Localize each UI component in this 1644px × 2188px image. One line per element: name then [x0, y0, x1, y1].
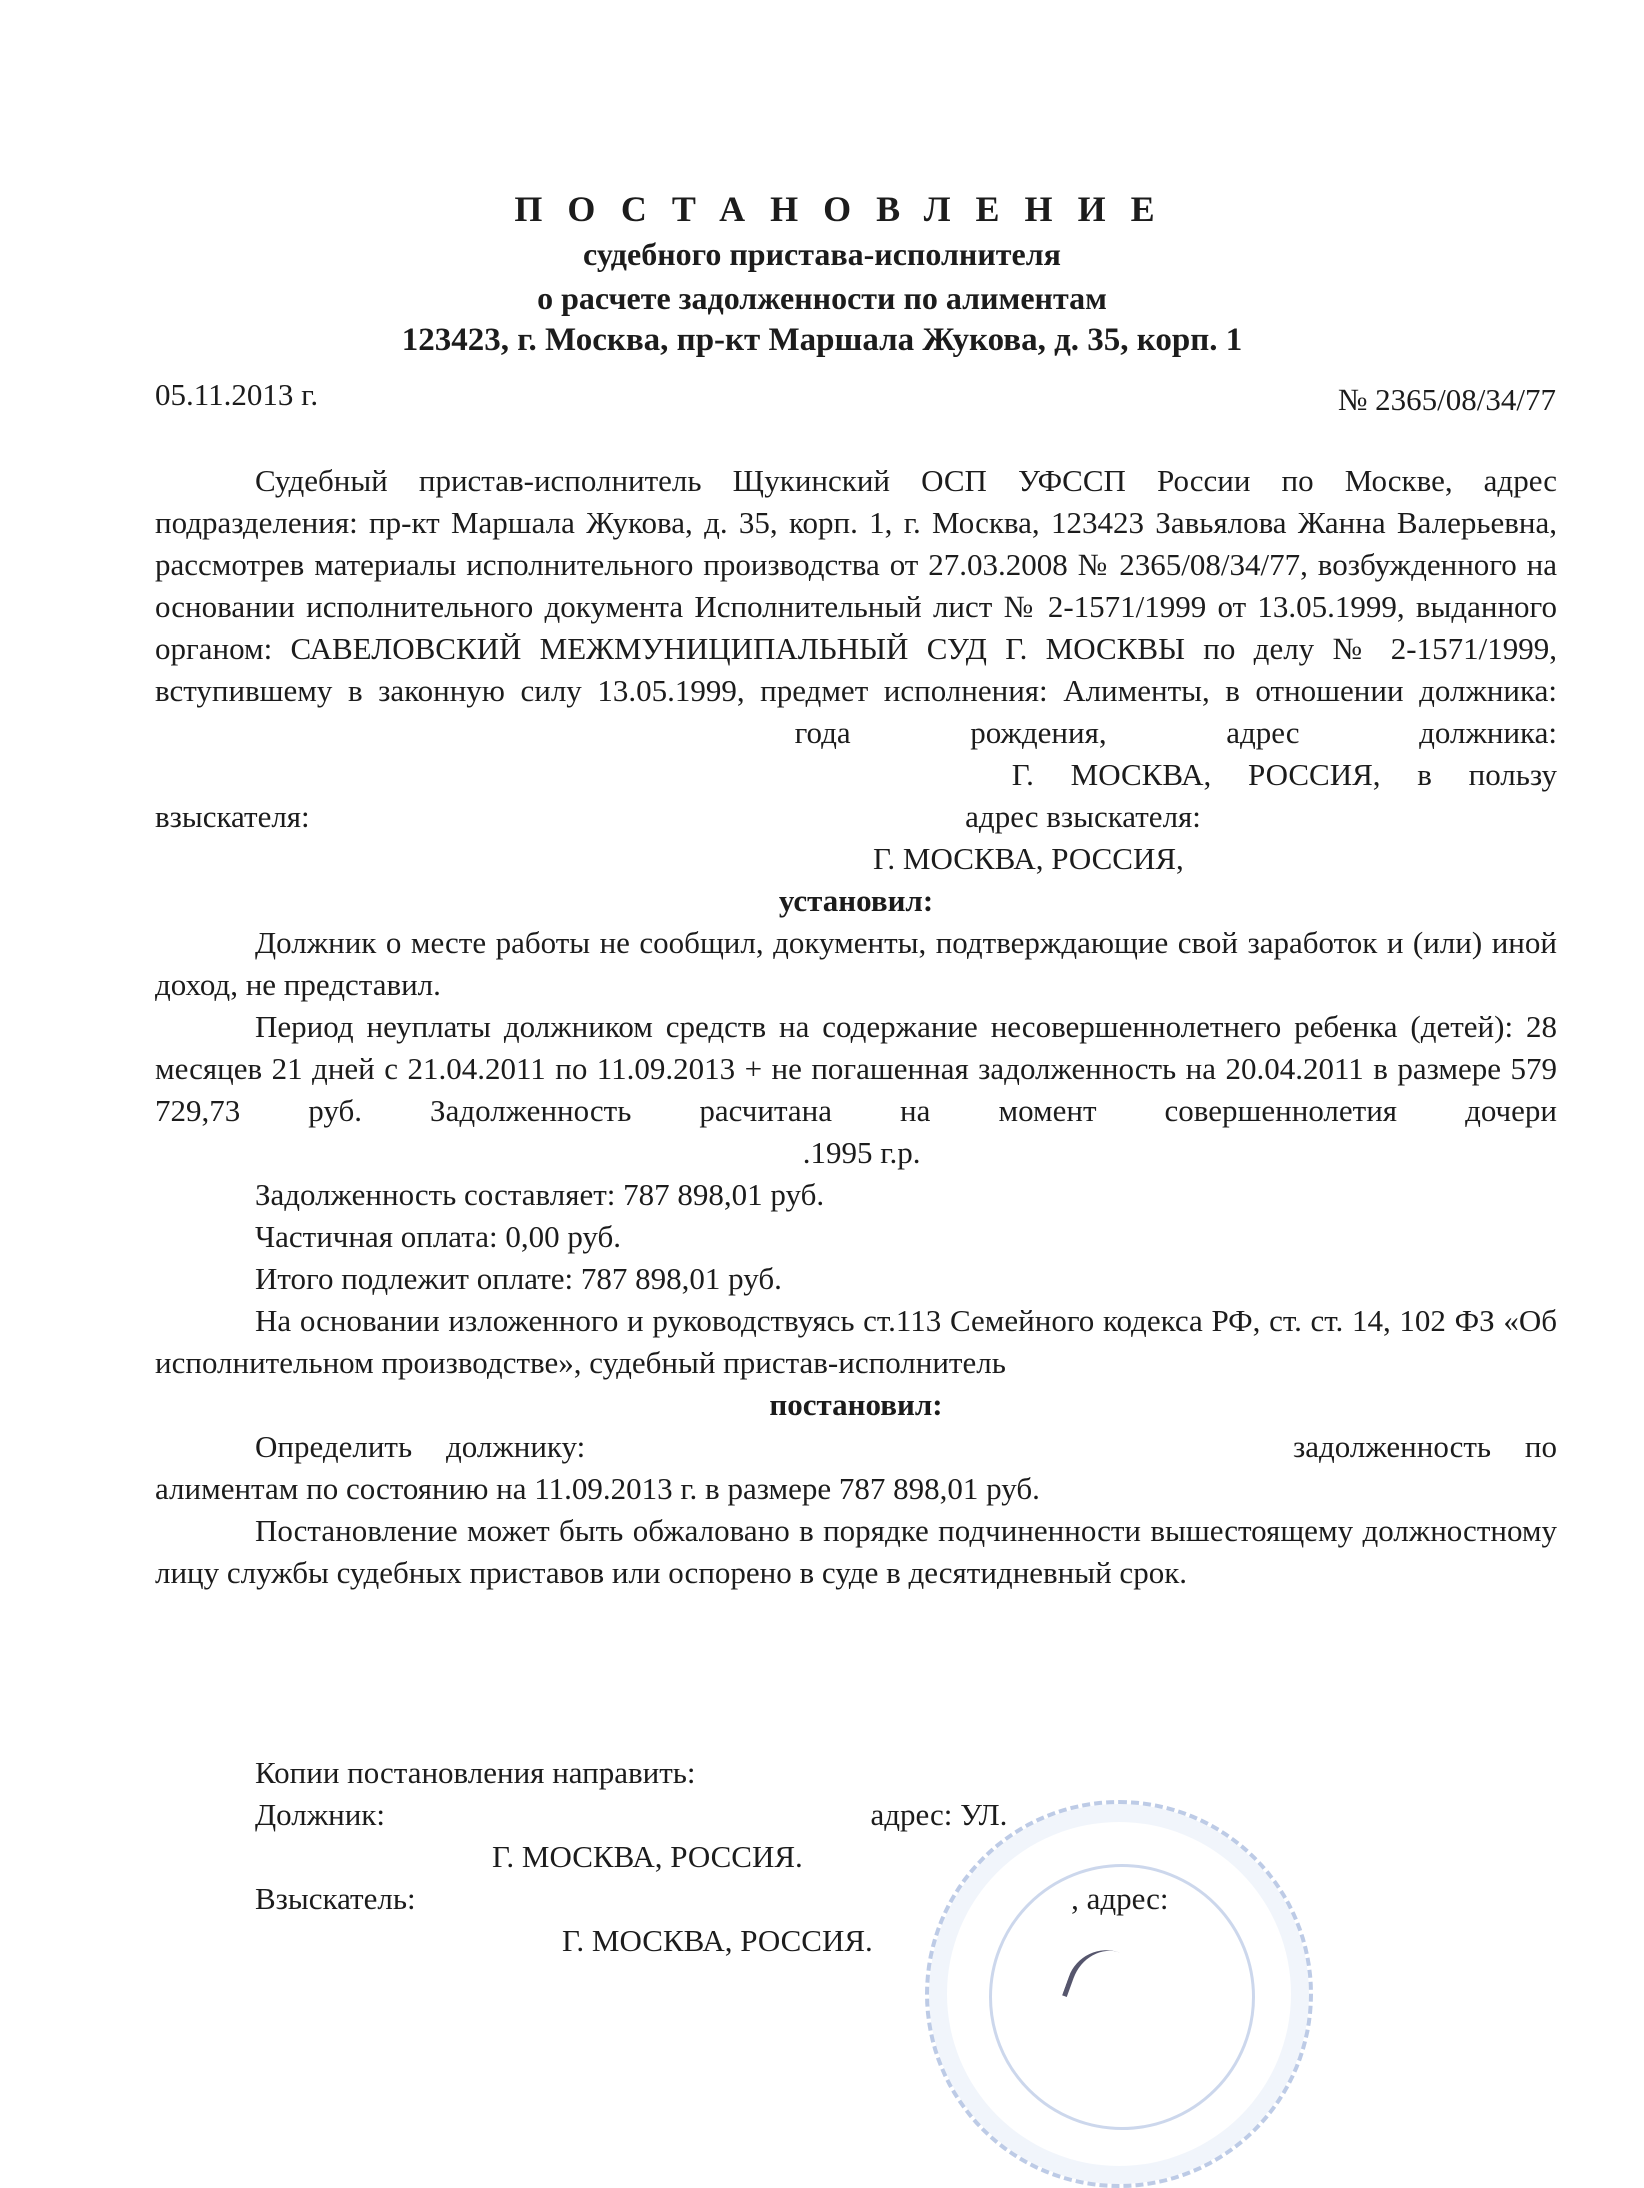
document-date: 05.11.2013 г.	[155, 377, 319, 412]
copies-section	[155, 1752, 1557, 1962]
copies-debtor-city: Г. МОСКВА, РОССИЯ.	[492, 1839, 803, 1874]
paragraph-decision	[155, 1426, 1557, 1510]
copies-creditor-line	[155, 1878, 1557, 1920]
intro-text-4: адрес взыскателя:	[965, 799, 1201, 834]
copies-creditor-city: Г. МОСКВА, РОССИЯ.	[562, 1923, 873, 1958]
document-subtitle: судебного пристава-исполнителя	[583, 236, 1061, 272]
copies-debtor-line	[155, 1794, 1557, 1836]
office-address: 123423, г. Москва, пр-кт Маршала Жукова, д. 35, корп. 1	[401, 322, 1243, 358]
document-subtitle-2: о расчете задолженности по алиментам	[537, 280, 1107, 316]
document-number: № 2365/08/34/77	[1337, 382, 1556, 417]
intro-city-line	[155, 838, 1557, 880]
partial-payment-line: Частичная оплата: 0,00 руб.	[255, 1219, 622, 1254]
copies-creditor-address-label: , адрес:	[1071, 1881, 1169, 1916]
paragraph-income: Должник о месте работы не сообщил, документы, подтверждающие свой заработок и (или) иной доход, не представил.	[155, 925, 1557, 1002]
copies-heading: Копии постановления направить:	[255, 1755, 696, 1790]
intro-text-5: Г. МОСКВА, РОССИЯ,	[873, 841, 1184, 876]
period-text: Период неуплаты должником средств на содержание несовершеннолетнего ребенка (детей): 28 месяцев 21 дней с 21.04.2011 по 11.09.2013 + не погашенная задолженность на 20.04.2011 в размере 579 729,73 руб. Задолженность расчитана на момент совершеннолетия дочери	[155, 1009, 1557, 1128]
document-body	[155, 460, 1557, 1594]
decision-text-1: Определить должнику:	[255, 1429, 586, 1464]
intro-text-3: Г. МОСКВА, РОССИЯ, в пользу взыскателя:	[155, 757, 1558, 834]
paragraph-legal-basis: На основании изложенного и руководствуясь ст.113 Семейного кодекса РФ, ст. ст. 14, 102 ФЗ «Об исполнительном производстве», судебный пристав-исполнитель	[155, 1303, 1557, 1380]
intro-text-1: Судебный пристав-исполнитель Щукинский ОСП УФССП России по Москве, адрес подразделения: пр-кт Маршала Жукова, д. 35, корп. 1, г. Москва, 123423 Завьялова Жанна Валерьевна, рассмотрев материалы исполнительного производства от 27.03.2008 № 2365/08/34/77, возбужденного на основании исполнительного документа Исполнительный лист № 2-1571/1999 от 13.05.1999, выданного органом: САВЕЛОВСКИЙ МЕЖМУНИЦИПАЛЬНЫЙ СУД Г. МОСКВЫ по делу № 2-1571/1999, вступившему в законную силу 13.05.1999, предмет исполнения: Алименты, в отношении должника:	[155, 463, 1557, 708]
paragraph-period	[155, 1006, 1557, 1174]
document-title: ПОСТАНОВЛЕНИЕ	[514, 189, 1180, 229]
copies-debtor-label: Должник:	[255, 1797, 385, 1832]
intro-paragraph	[155, 460, 1557, 838]
decision-text-2: задолженность по алиментам по состоянию на 11.09.2013 г. в размере 787 898,01 руб.	[155, 1429, 1558, 1506]
period-birth-year: .1995 г.р.	[802, 1135, 921, 1170]
debt-amount-line: Задолженность составляет: 787 898,01 руб.	[255, 1177, 825, 1212]
decided-heading: постановил:	[769, 1387, 943, 1422]
total-due-line: Итого подлежит оплате: 787 898,01 руб.	[255, 1261, 782, 1296]
paragraph-appeal: Постановление может быть обжаловано в порядке подчиненности вышестоящему должностному лицу службы судебных приставов или оспорено в суде в десятидневный срок.	[155, 1513, 1557, 1590]
copies-debtor-address-label: адрес: УЛ.	[870, 1797, 1008, 1832]
established-heading: установил:	[778, 883, 934, 918]
copies-creditor-label: Взыскатель:	[255, 1881, 416, 1916]
intro-text-2: года рождения, адрес должника:	[794, 715, 1558, 750]
